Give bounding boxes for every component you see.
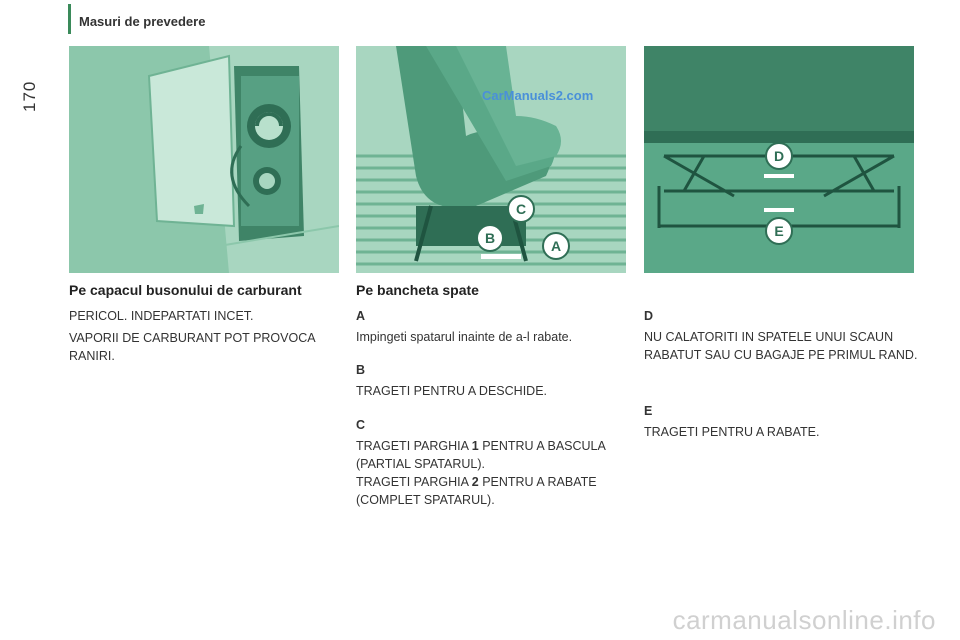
fuel-flap-illustration xyxy=(69,46,339,273)
rear-bench-illustration xyxy=(356,46,626,273)
section-title: Masuri de prevedere xyxy=(79,14,206,29)
section-bar xyxy=(68,4,71,34)
fuel-flap-line-1: PERICOL. INDEPARTATI INCET. xyxy=(69,309,254,323)
callout-d: D xyxy=(773,148,785,164)
callout-a: A xyxy=(550,238,562,254)
fuel-flap-heading: Pe capacul busonului de carburant xyxy=(69,282,302,298)
callout-c: C xyxy=(515,201,527,217)
label-b: B xyxy=(356,363,366,377)
label-c: C xyxy=(356,418,366,432)
lever-2-number: 2 xyxy=(471,475,479,489)
bottom-watermark: carmanualsonline.info xyxy=(672,605,936,635)
text-c-2-post: PENTRU A RABATE (COMPLET SPATARUL). xyxy=(356,475,597,507)
lever-1-number: 1 xyxy=(471,439,479,453)
text-c-1-pre: TRAGETI PARGHIA xyxy=(356,439,472,453)
text-d: NU CALATORITI IN SPATELE UNUI SCAUN RABATUT SAU CU BAGAJE PE PRIMUL RAND. xyxy=(644,330,918,362)
text-c-2 xyxy=(356,473,631,509)
label-d: D xyxy=(644,309,654,323)
fuel-flap-line-2: VAPORII DE CARBURANT POT PROVOCA RANIRI. xyxy=(69,331,315,363)
text-c-1-post: PENTRU A BASCULA (PARTIAL SPATARUL). xyxy=(356,439,606,471)
bench-frame-illustration xyxy=(644,46,914,273)
callout-b: B xyxy=(484,230,496,246)
page-number-wrap xyxy=(20,80,40,152)
label-e: E xyxy=(644,404,653,418)
page-number: 170 xyxy=(20,80,39,112)
label-a: A xyxy=(356,309,366,323)
rear-bench-heading: Pe bancheta spate xyxy=(356,282,479,298)
text-c-1 xyxy=(356,437,631,473)
top-watermark: CarManuals2.com xyxy=(482,88,594,103)
callout-e: E xyxy=(774,223,784,239)
text-b: TRAGETI PENTRU A DESCHIDE. xyxy=(356,384,548,398)
text-a: Impingeti spatarul inainte de a-l rabate. xyxy=(356,330,573,344)
text-e: TRAGETI PENTRU A RABATE. xyxy=(644,425,820,439)
text-c-2-pre: TRAGETI PARGHIA xyxy=(356,475,472,489)
